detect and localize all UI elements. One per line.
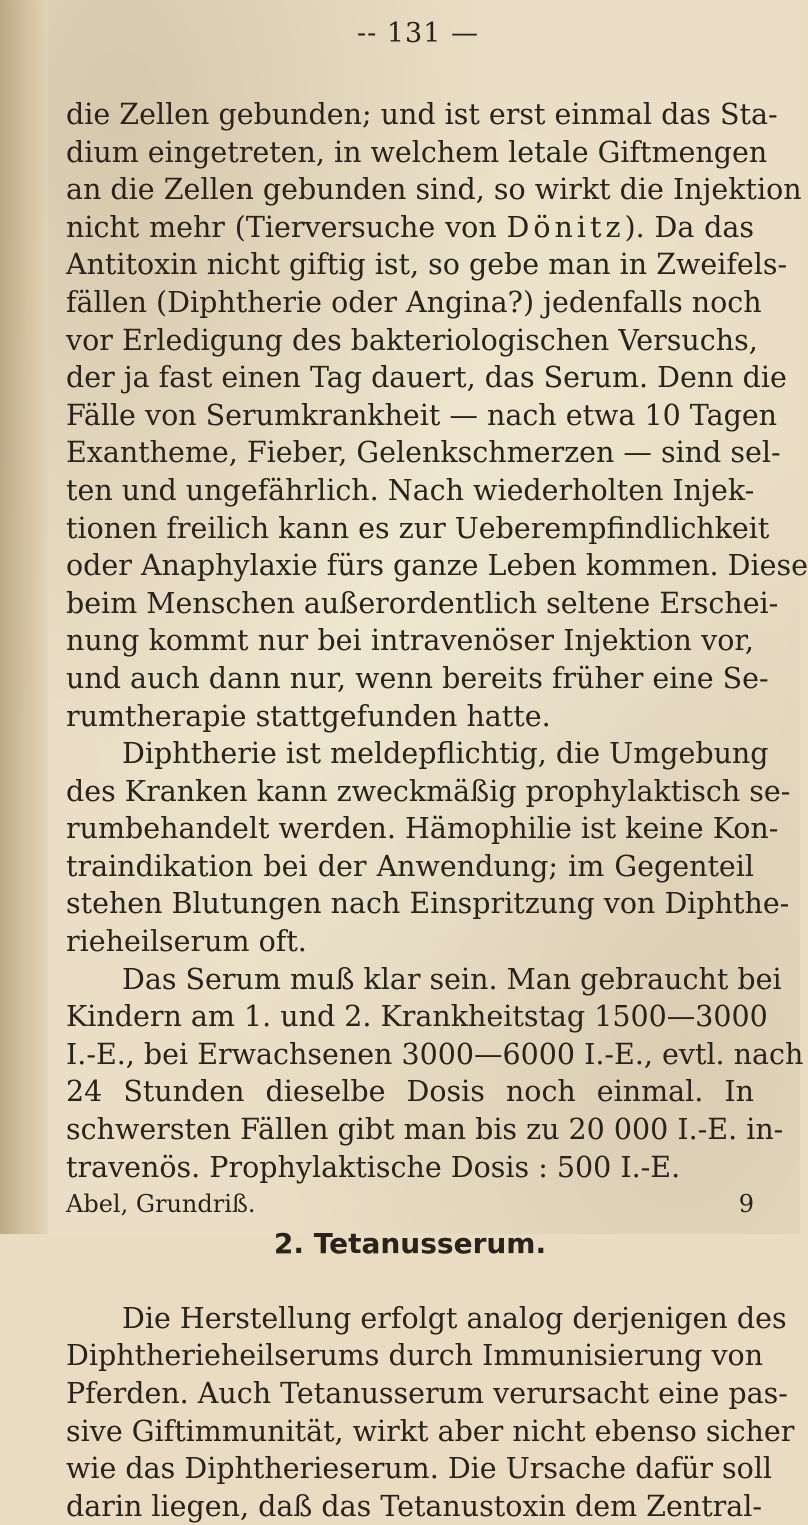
text-line: stehen Blutungen nach Einspritzung von Diphthe- (66, 887, 790, 921)
footer-book-title: Abel, Grundriß. (66, 1190, 256, 1218)
text-line: und auch dann nur, wenn bereits früher eine Se- (66, 661, 769, 695)
text-line: des Kranken kann zweckmäßig prophylaktisch se- (66, 774, 791, 808)
text-line: Das Serum muß klar sein. Man gebraucht bei (122, 962, 782, 996)
text-line: Pferden. Auch Tetanusserum verursacht eine pas- (66, 1377, 788, 1410)
text-line: schwersten Fällen gibt man bis zu 20 000 I.-E. in- (66, 1113, 784, 1147)
text-line: travenös. Prophylaktische Dosis : 500 I.-E. (66, 1150, 681, 1184)
text-fragment: ). Da das (624, 210, 754, 244)
text-line: Diphtherieheilserums durch Immunisierung von (66, 1339, 764, 1373)
text-line: Die Herstellung erfolgt analog derjenigen des (122, 1301, 787, 1335)
text-line: nung kommt nur bei intravenöser Injektion vor, (66, 624, 754, 658)
paragraph-4 (66, 1300, 795, 1525)
body-text (66, 96, 808, 1525)
text-line: der ja fast einen Tag dauert, das Serum. Denn die (66, 361, 787, 395)
text-fragment: nicht mehr (Tierversuche von (66, 210, 507, 244)
paragraph-2 (66, 735, 791, 961)
paragraph-3 (66, 961, 804, 1187)
text-line: Diphtherie ist meldepflichtig, die Umgebung (122, 737, 769, 771)
text-line: die Zellen gebunden; und ist erst einmal das Sta- (66, 98, 778, 131)
text-line: wie das Diphtherieserum. Die Ursache dafür soll (66, 1452, 773, 1486)
text-line: rumbehandelt werden. Hämophilie ist keine Kon- (66, 812, 779, 846)
text-line: an die Zellen gebunden sind, so wirkt die Injektion (66, 173, 802, 207)
page-number-header: -- 131 — (357, 18, 479, 49)
text-line: dium eingetreten, in welchem letale Giftmengen (66, 135, 768, 169)
text-line: beim Menschen außerordentlich seltene Erschei- (66, 586, 779, 620)
footer-signature-mark: 9 (738, 1190, 754, 1218)
text-line: rumtherapie stattgefunden hatte. (66, 699, 551, 733)
text-line: rieheilserum oft. (66, 925, 307, 959)
text-line: I.-E., bei Erwachsenen 3000—6000 I.-E., evtl. nach (66, 1037, 804, 1071)
page-footer (66, 1190, 754, 1218)
text-line: 24 Stunden dieselbe Dosis noch einmal. In (66, 1075, 754, 1109)
section-heading: 2. Tetanusserum. (273, 1227, 547, 1261)
text-line: darin liegen, daß das Tetanustoxin dem Zentral- (66, 1489, 763, 1523)
author-name-spaced: Dönitz (506, 210, 625, 244)
text-line: Kindern am 1. und 2. Krankheitstag 1500—3000 (66, 1000, 768, 1034)
book-gutter-shadow (0, 0, 48, 1234)
text-line: oder Anaphylaxie fürs ganze Leben kommen. Diese (66, 549, 808, 583)
text-line (66, 209, 754, 247)
text-line: traindikation bei der Anwendung; im Gegenteil (66, 849, 754, 883)
paragraph-1 (66, 96, 808, 735)
text-line: fällen (Diphtherie oder Angina?) jedenfalls noch (66, 285, 762, 319)
text-line: sive Giftimmunität, wirkt aber nicht ebenso sicher (66, 1414, 795, 1448)
text-line: tionen freilich kann es zur Ueberempfindlichkeit (66, 511, 770, 545)
text-line: vor Erledigung des bakteriologischen Versuchs, (66, 323, 758, 357)
text-line: Exantheme, Fieber, Gelenkschmerzen — sind sel- (66, 436, 781, 470)
text-line: ten und ungefährlich. Nach wiederholten Injek- (66, 473, 755, 507)
text-line: Antitoxin nicht giftig ist, so gebe man in Zweifels- (66, 248, 788, 282)
text-line: Fälle von Serumkrankheit — nach etwa 10 Tagen (66, 398, 778, 432)
